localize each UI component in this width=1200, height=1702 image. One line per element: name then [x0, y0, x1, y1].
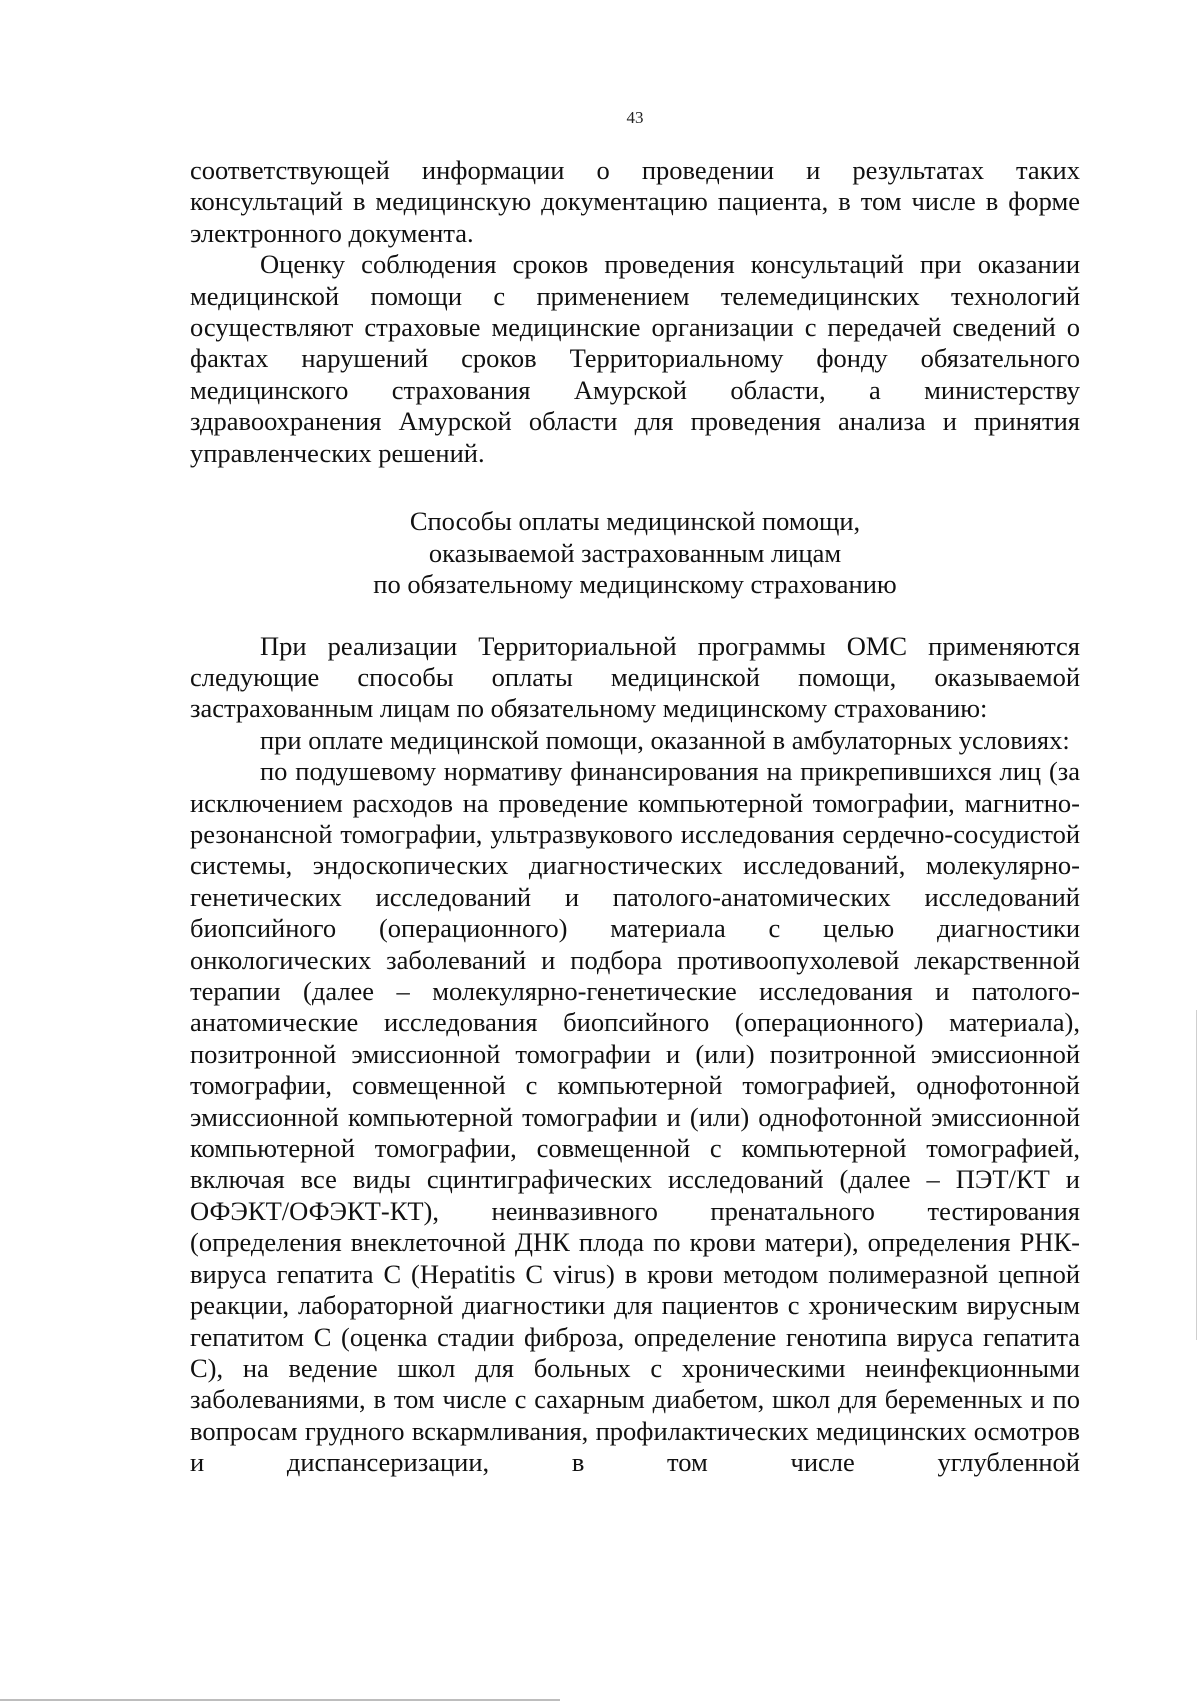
section-heading-line: по обязательному медицинскому страхованию	[373, 569, 897, 600]
page-number: 43	[626, 108, 644, 127]
paragraph-outpatient-conditions: при оплате медицинской помощи, оказанной в амбулаторных условиях:	[260, 724, 1070, 755]
document-body	[190, 155, 1080, 1479]
section-heading-line: оказываемой застрахованным лицам	[428, 537, 842, 568]
spacer	[190, 601, 1080, 631]
paragraph-continuation: соответствующей информации о проведении и результатах таких консультаций в медицинскую документацию пациента, в том числе в форме электронного документа.	[190, 155, 1080, 248]
section-heading-line: Способы оплаты медицинской помощи,	[409, 506, 861, 537]
paragraph-consultation-control: Оценку соблюдения сроков проведения консультаций при оказании медицинской помощи с применением телемедицинских технологий осуществляют страховые медицинские организации с передачей сведений о фактах нарушений сроков Территориальному фонду обязательного медицинского страхования Амурской области, а министерству здравоохранения Амурской области для проведения анализа и принятия управленческих решений.	[190, 249, 1080, 468]
spacer	[190, 469, 1080, 506]
scan-edge-line	[1196, 1010, 1197, 1340]
paragraph-payment-methods-intro: При реализации Территориальной программы ОМС применяются следующие способы оплаты медицинской помощи, оказываемой застрахованным лицам по обязательному медицинскому страхованию:	[190, 630, 1080, 724]
scan-bottom-line	[0, 1699, 560, 1701]
section-heading	[190, 506, 1080, 601]
paragraph-per-capita-standard: по подушевому нормативу финансирования на прикрепившихся лиц (за исключением расходов на проведение компьютерной томографии, магнитно-резонансной томографии, ультразвукового исследования сердечно-сосудистой системы, эндоскопических диагностических исследований, молекулярно-генетических исследований и патолого-анатомических исследований биопсийного (операционного) материала с целью диагностики онкологических заболеваний и подбора противоопухолевой лекарственной терапии (далее – молекулярно-генетические исследования и патолого-анатомические исследования биопсийного (операционного) материала), позитронной эмиссионной томографии и (или) позитронной эмиссионной томографии, совмещенной с компьютерной томографией, однофотонной эмиссионной компьютерной томографии и (или) однофотонной эмиссионной компьютерной томографии, совмещенной с компьютерной томографией, включая все виды сцинтиграфических исследований (далее – ПЭТ/КТ и ОФЭКТ/ОФЭКТ-КТ), неинвазивного пренатального тестирования (определения внеклеточной ДНК плода по крови матери), определения РНК-вируса гепатита C (Hepatitis C virus) в крови методом полимеразной цепной реакции, лабораторной диагностики для пациентов с хроническим вирусным гепатитом C (оценка стадии фиброза, определение генотипа вируса гепатита C), на ведение школ для больных с хроническими неинфекционными заболеваниями, в том числе с сахарным диабетом, школ для беременных и по вопросам грудного вскармливания, профилактических медицинских осмотров и диспансеризации, в том числе углубленной	[190, 756, 1080, 1478]
